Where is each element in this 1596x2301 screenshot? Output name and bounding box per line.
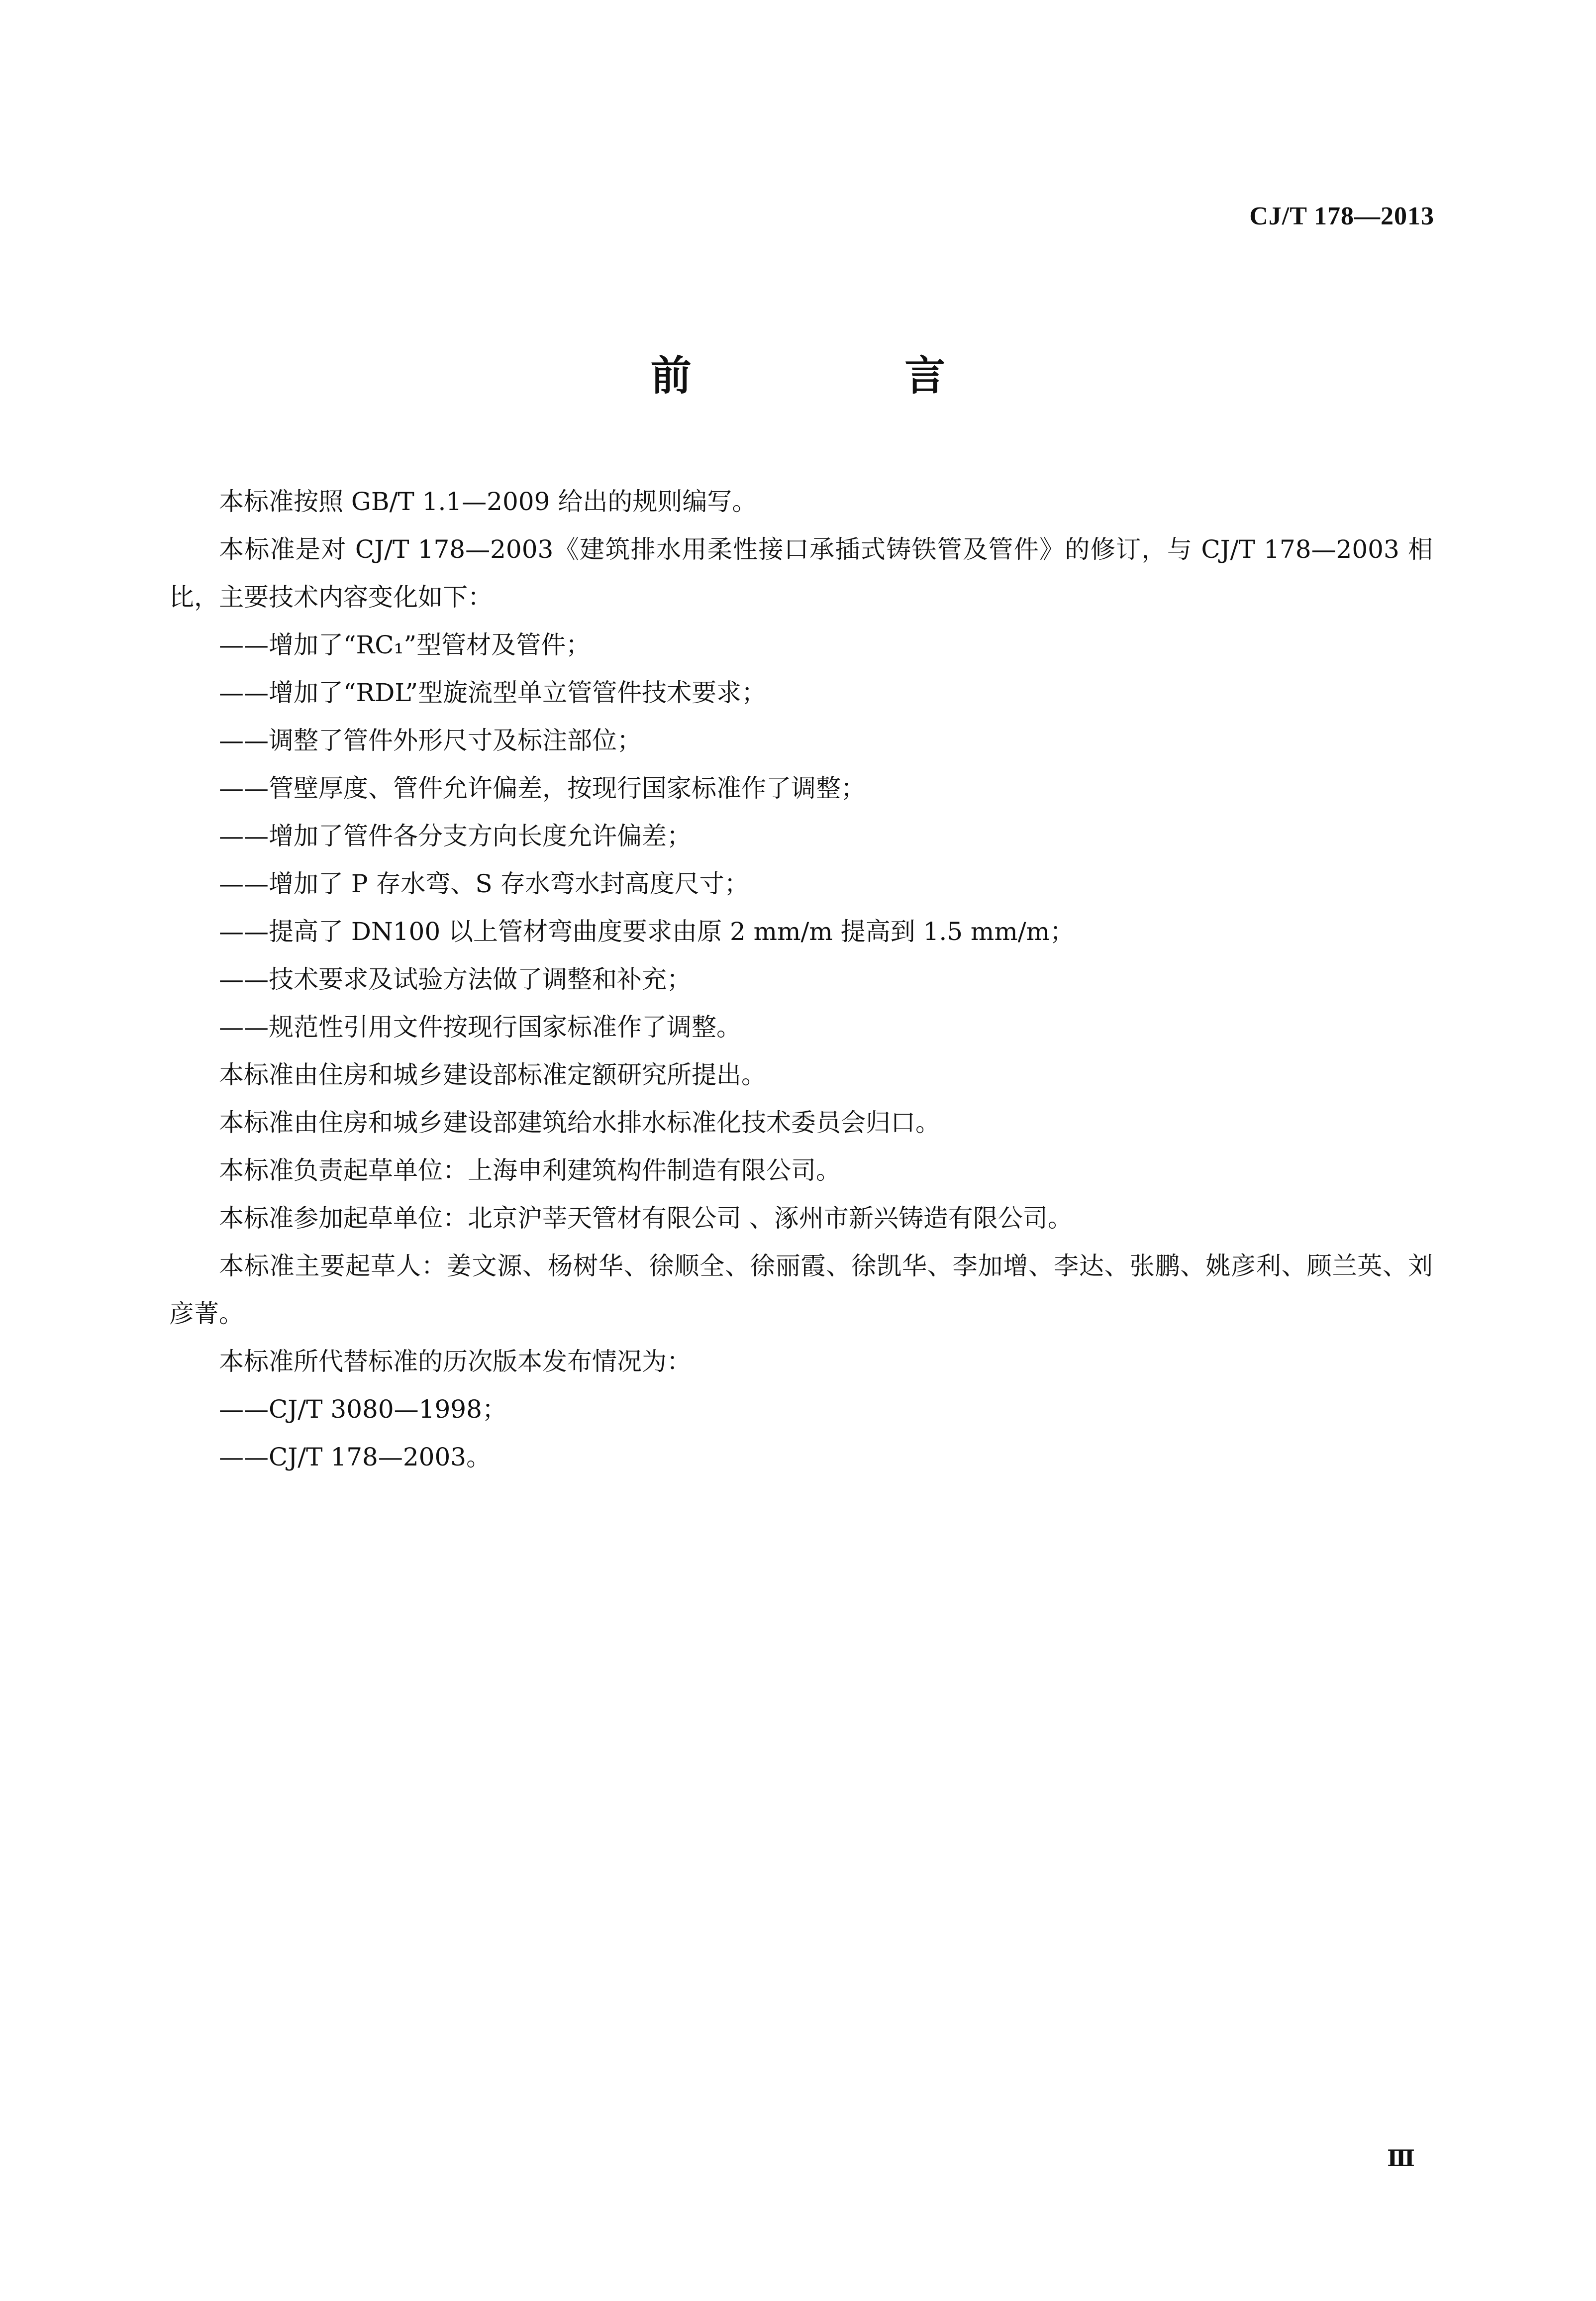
list-item: ——提高了 DN100 以上管材弯曲度要求由原 2 mm/m 提高到 1.5 mm/m； [219,917,1075,946]
paragraph-history-intro: 本标准所代替标准的历次版本发布情况为： [219,1347,692,1376]
list-item: ——管壁厚度、管件允许偏差，按现行国家标准作了调整； [219,774,866,803]
list-item: ——增加了“RC₁”型管材及管件； [219,630,591,659]
list-item: ——增加了 P 存水弯、S 存水弯水封高度尺寸； [219,869,749,898]
paragraph-proposed-by: 本标准由住房和城乡建设部标准定额研究所提出。 [219,1060,766,1089]
list-item: ——增加了管件各分支方向长度允许偏差； [219,822,692,850]
history-item: ——CJ/T 178—2003。 [219,1443,492,1471]
page-number: Ⅲ [1387,2146,1414,2171]
list-item: ——规范性引用文件按现行国家标准作了调整。 [219,1013,741,1042]
list-item: ——调整了管件外形尺寸及标注部位； [219,726,642,755]
list-item: ——技术要求及试验方法做了调整和补充； [219,965,692,994]
standard-code: CJ/T 178—2013 [1249,202,1434,230]
paragraph-centralized-by: 本标准由住房和城乡建设部建筑给水排水标准化技术委员会归口。 [219,1108,940,1137]
paragraph-participating-drafters: 本标准参加起草单位：北京沪莘天管材有限公司 、涿州市新兴铸造有限公司。 [219,1204,1073,1233]
paragraph-lead-drafter: 本标准负责起草单位：上海申利建筑构件制造有限公司。 [219,1156,841,1185]
history-item: ——CJ/T 3080—1998； [219,1395,507,1424]
list-item: ——增加了“RDL”型旋流型单立管管件技术要求； [219,678,767,707]
paragraph-main-drafters: 本标准主要起草人：姜文源、杨树华、徐顺全、徐丽霞、徐凯华、李加增、李达、张鹏、姚彦利、顾兰英、刘彦菁。 [169,1252,1433,1328]
foreword-body [169,478,1433,1481]
paragraph-drafting-rules: 本标准按照 GB/T 1.1—2009 给出的规则编写。 [219,487,757,516]
paragraph-revision-summary: 本标准是对 CJ/T 178—2003《建筑排水用柔性接口承插式铸铁管及管件》的修订，与 CJ/T 178—2003 相比，主要技术内容变化如下： [169,535,1433,612]
page-title: 前 言 [650,352,1045,400]
